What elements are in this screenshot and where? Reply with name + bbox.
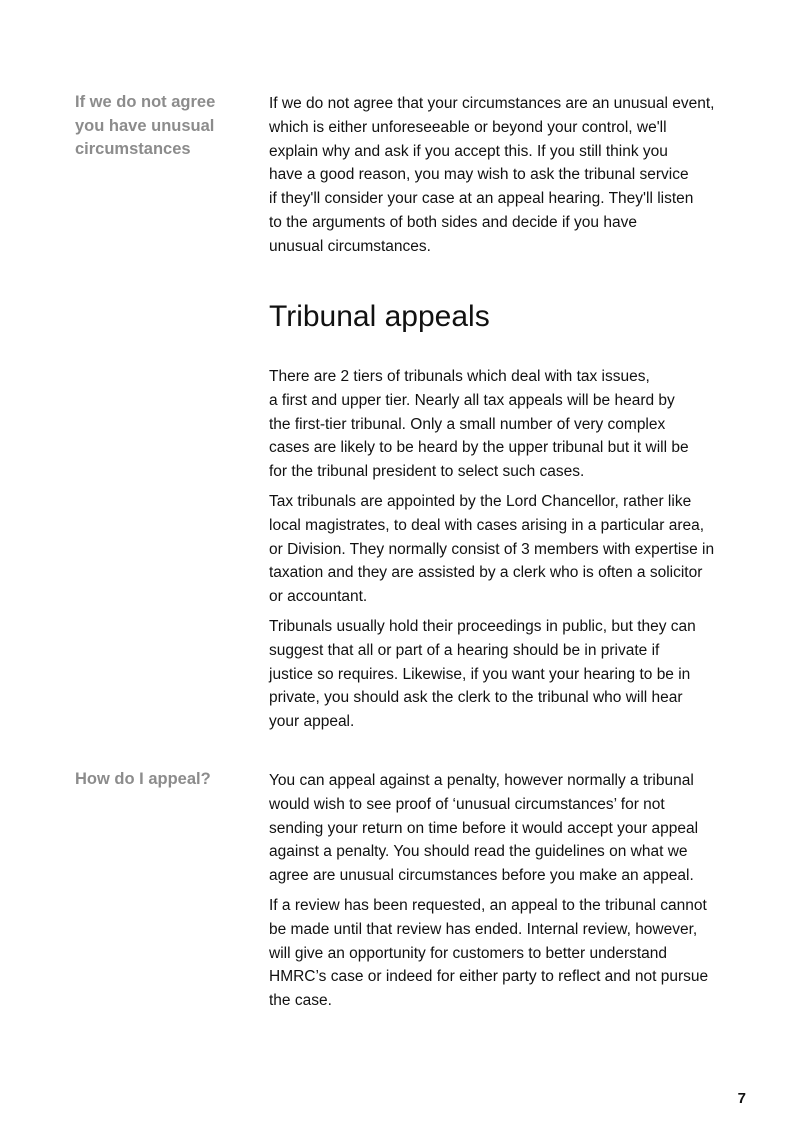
tribunal-paragraph-privacy: Tribunals usually hold their proceedings in public, but they can suggest that all or part of a hearing should be in private if justice so requires. Likewise, if you want your hearing to be in private, you should ask the clerk to the tribunal who will hear your appeal.: [269, 617, 696, 731]
tribunal-appeals-title: Tribunal appeals: [269, 300, 490, 333]
how-to-appeal-heading: How do I appeal?: [75, 770, 211, 788]
tribunal-appeals-body: [269, 365, 749, 740]
tribunal-paragraph-appointment: Tax tribunals are appointed by the Lord Chancellor, rather like local magistrates, to deal with cases arising in a particular area, or Division. They normally consist of 3 members with expertise in taxation and they are assisted by a clerk who is often a solicitor or accountant.: [269, 492, 715, 606]
unusual-circumstances-body: [269, 92, 749, 265]
appeal-paragraph-penalty: You can appeal against a penalty, however normally a tribunal would wish to see proof of ‘unusual circumstances’ for not sending your return on time before it would accept your appeal against a penalty. You should read the guidelines on what we agree are unusual circumstances before you make an appeal.: [269, 772, 699, 885]
page-number: 7: [737, 1090, 746, 1107]
unusual-circumstances-paragraph: If we do not agree that your circumstances are an unusual event, which is either unforeseeable or beyond your control, we'll explain why and ask if you accept this. If you still think you have a good reason, you may wish to ask the tribunal service if they'll consider your case at an appeal hearing. They'll listen to the arguments of both sides and decide if you have unusual circumstances.: [269, 95, 715, 255]
appeal-paragraph-review: If a review has been requested, an appeal to the tribunal cannot be made until that review has ended. Internal review, however, will give an opportunity for customers to better understand HMRC’s case or indeed for either party to reflect and not pursue the case.: [269, 896, 709, 1010]
unusual-circumstances-heading: If we do not agree you have unusual circumstances: [75, 93, 216, 158]
tribunal-paragraph-tiers: There are 2 tiers of tribunals which deal with tax issues, a first and upper tier. Nearly all tax appeals will be heard by the first-tier tribunal. Only a small number of very complex cases are likely to be heard by the upper tribunal but it will be for the tribunal president to select such cases.: [269, 368, 689, 481]
how-to-appeal-body: [269, 769, 749, 1019]
